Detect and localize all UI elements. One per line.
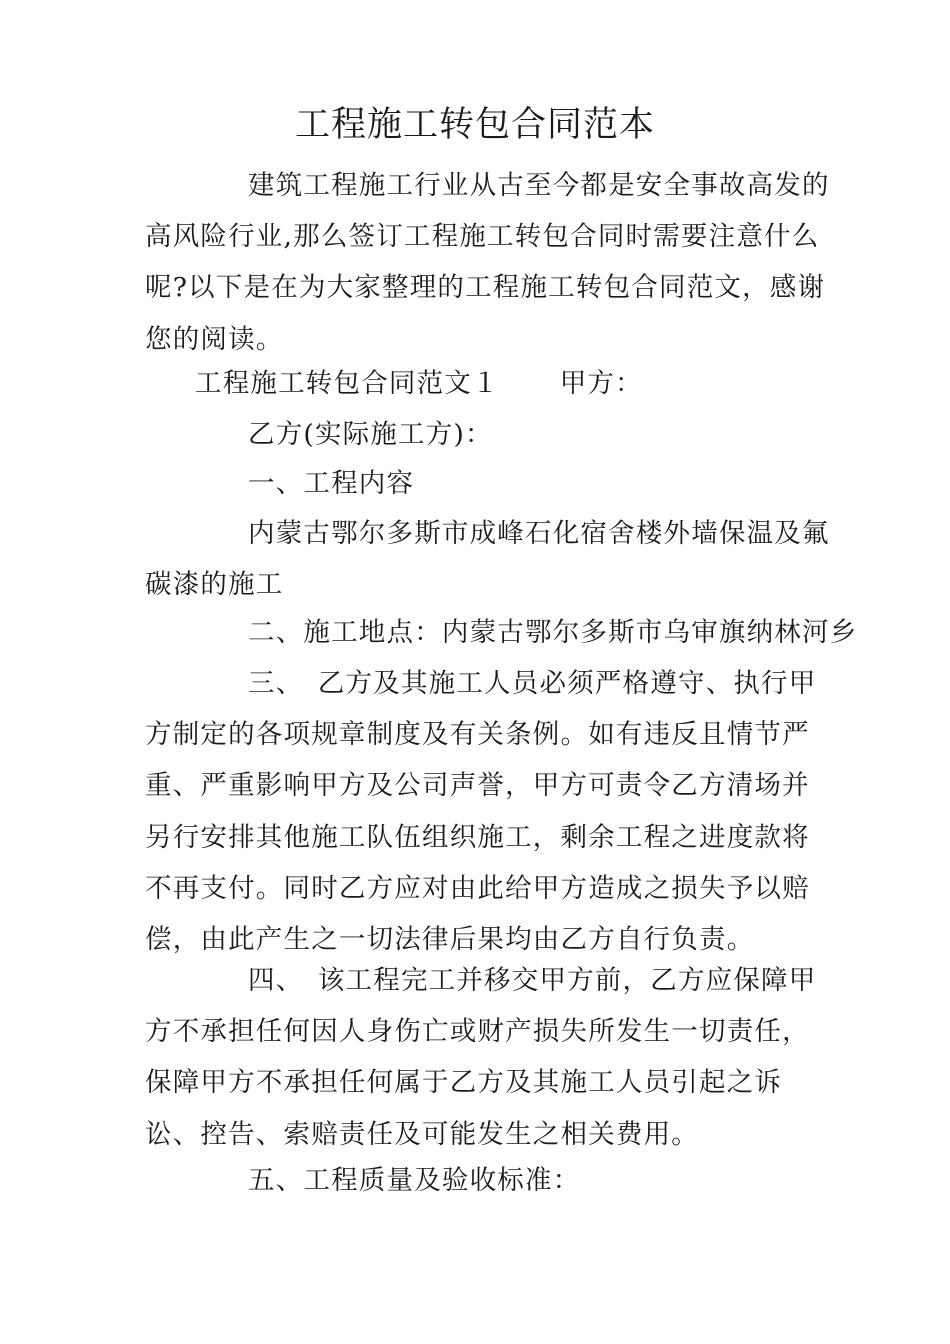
sample-heading: 工程施工转包合同范文１ bbox=[195, 368, 500, 399]
section-4: 四、 该工程完工并移交甲方前，乙方应保障甲方不承担任何因人身伤亡或财产损失所发生一切责任，保障甲方不承担任何属于乙方及其施工人员引起之诉讼、控告、索赔责任及可能发生之相关费用。 bbox=[145, 965, 817, 1150]
section-3: 三、 乙方及其施工人员必须严格遵守、执行甲方制定的各项规章制度及有关条例。如有违反且情节严重、严重影响甲方及公司声誉，甲方可责令乙方清场并另行安排其他施工队伍组织施工，剩余工程之进度款将不再支付。同时乙方应对由此给甲方造成之损失予以赔偿，由此产生之一切法律后果均由乙方自行负责。 bbox=[145, 668, 817, 956]
intro-paragraph: 建筑工程施工行业从古至今都是安全事故高发的高风险行业,那么签订工程施工转包合同时需要注意什么呢?以下是在为大家整理的工程施工转包合同范文，感谢您的阅读。 bbox=[145, 170, 830, 355]
section-1-title: 一、工程内容 bbox=[248, 468, 415, 499]
party-a-label: 甲方： bbox=[559, 368, 643, 399]
section-5-title: 五、工程质量及验收标准： bbox=[248, 1165, 581, 1196]
document-title: 工程施工转包合同范本 bbox=[294, 105, 655, 145]
section-2: 二、施工地点：内蒙古鄂尔多斯市乌审旗纳林河乡 bbox=[248, 617, 858, 648]
section-1-body: 内蒙古鄂尔多斯市成峰石化宿舍楼外墙保温及氟碳漆的施工 bbox=[145, 518, 830, 601]
party-b-label: 乙方(实际施工方)： bbox=[248, 419, 493, 450]
sample-heading-line bbox=[195, 358, 643, 409]
